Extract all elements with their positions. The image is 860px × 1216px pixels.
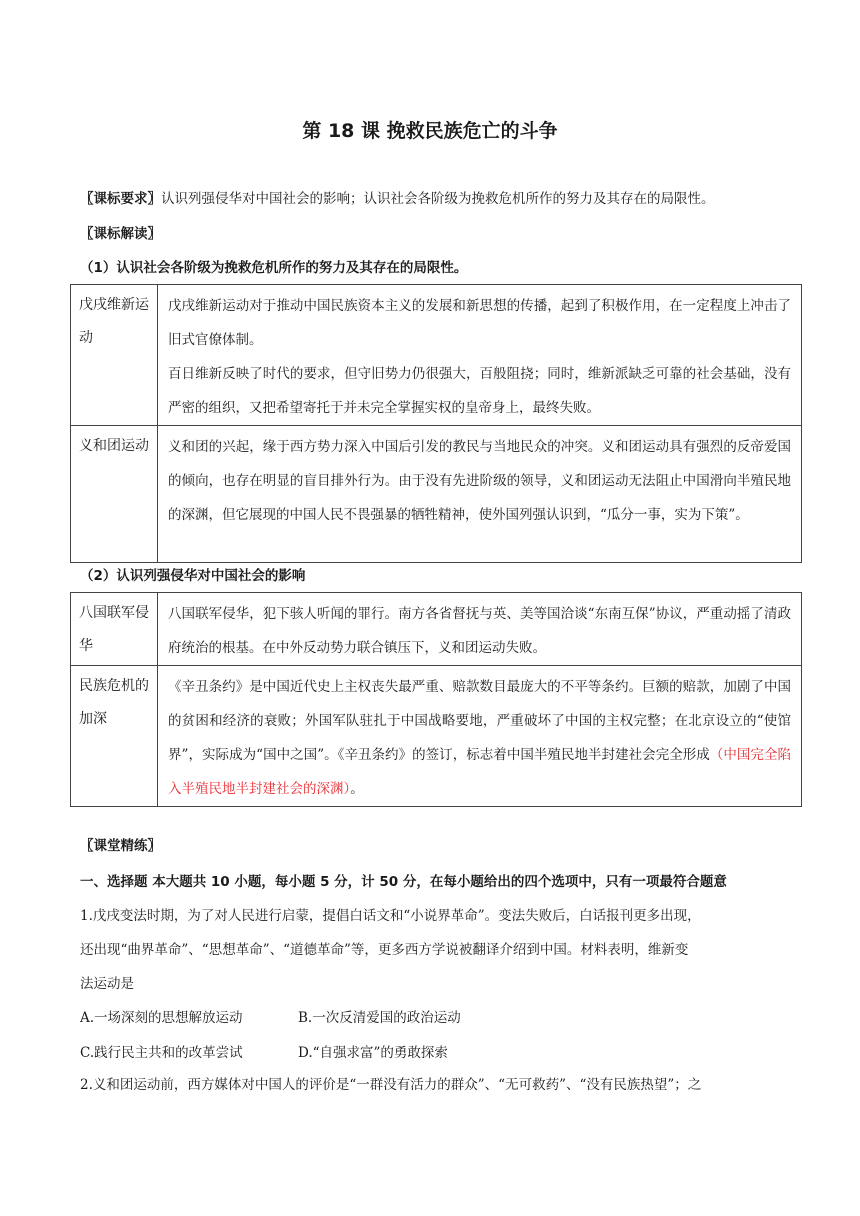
option-d: D.“自强求富”的勇敢探索 bbox=[298, 1045, 448, 1061]
row-text: 《辛丑条约》是中国近代史上主权丧失最严重、赔款数目最庞大的不平等条约。巨额的赔款，加剧了中国的贫困和经济的衰败；外国军队驻扎于中国战略要地，严重破坏了中国的主权完整；在北京设立的“使馆界”，实际成为“国中之国”。《辛丑条约》的签订，标志着中国半殖民地半封建社会完全形成 bbox=[168, 679, 791, 763]
row-body: 八国联军侵华，犯下骇人听闻的罪行。南方各省督抚与英、美等国洽谈“东南互保”协议，严重动摇了清政府统治的根基。在中外反动势力联合镇压下，义和团运动失败。 bbox=[158, 593, 802, 666]
exercise-heading: 一、选择题 本大题共 10 小题，每小题 5 分，计 50 分，在每小题给出的四个选项中，只有一项最符合题意 bbox=[80, 874, 727, 890]
section1-table bbox=[70, 284, 802, 563]
highlight-note: （中国完全陷入半殖民地半封建社会的深渊） bbox=[168, 747, 791, 797]
row-head: 民族危机的加深 bbox=[71, 666, 158, 807]
lesson-title: 第 18 课 挽救民族危亡的斗争 bbox=[302, 120, 558, 142]
question-2-line: 2.义和团运动前，西方媒体对中国人的评价是“一群没有活力的群众”、“无可救药”、“没有民族热望”；之 bbox=[80, 1077, 702, 1093]
row-body bbox=[158, 666, 802, 807]
option-c: C.践行民主共和的改革尝试 bbox=[80, 1045, 243, 1061]
row-head: 义和团运动 bbox=[71, 426, 158, 563]
row-paragraph: 百日维新反映了时代的要求，但守旧势力仍很强大，百般阻挠；同时，维新派缺乏可靠的社会基础，没有严密的组织，又把希望寄托于并未完全掌握实权的皇帝身上，最终失败。 bbox=[168, 366, 791, 416]
row-paragraph: 戊戌维新运动对于推动中国民族资本主义的发展和新思想的传播，起到了积极作用，在一定程度上冲击了旧式官僚体制。 bbox=[168, 298, 791, 348]
practice-label: 〖课堂精练〗 bbox=[80, 838, 161, 854]
standard-label: 〖课标要求〗 bbox=[80, 191, 161, 207]
row-text-end: 。 bbox=[350, 781, 364, 797]
question-1-line: 1.戊戌变法时期，为了对人民进行启蒙，提倡白话文和“小说界革命”。变法失败后，白话报刊更多出现， bbox=[80, 908, 701, 924]
interpret-label: 〖课标解读〗 bbox=[80, 226, 161, 242]
row-body bbox=[158, 426, 802, 563]
row-paragraph: 义和团的兴起，缘于西方势力深入中国后引发的教民与当地民众的冲突。义和团运动具有强烈的反帝爱国的倾向，也存在明显的盲目排外行为。由于没有先进阶级的领导，义和团运动无法阻止中国滑向半殖民地的深渊，但它展现的中国人民不畏强暴的牺牲精神，使外国列强认识到，“瓜分一事，实为下策”。 bbox=[168, 439, 791, 523]
standard-requirement bbox=[80, 189, 800, 209]
option-b: B.一次反清爱国的政治运动 bbox=[298, 1010, 461, 1026]
section1-heading: （1）认识社会各阶级为挽救危机所作的努力及其存在的局限性。 bbox=[80, 260, 468, 276]
section2-table bbox=[70, 592, 802, 807]
standard-text: 认识列强侵华对中国社会的影响；认识社会各阶级为挽救危机所作的努力及其存在的局限性。 bbox=[161, 191, 715, 207]
table-row bbox=[71, 426, 802, 563]
table-row bbox=[71, 593, 802, 666]
row-head: 戊戌维新运动 bbox=[71, 285, 158, 426]
row-head: 八国联军侵华 bbox=[71, 593, 158, 666]
option-a: A.一场深刻的思想解放运动 bbox=[80, 1010, 243, 1026]
question-1-line: 法运动是 bbox=[80, 976, 134, 992]
table-row bbox=[71, 285, 802, 426]
section2-heading: （2）认识列强侵华对中国社会的影响 bbox=[80, 568, 306, 584]
question-1-line: 还出现“曲界革命”、“思想革命”、“道德革命”等，更多西方学说被翻译介绍到中国。材料表明，维新变 bbox=[80, 942, 689, 958]
table-row bbox=[71, 666, 802, 807]
row-body bbox=[158, 285, 802, 426]
